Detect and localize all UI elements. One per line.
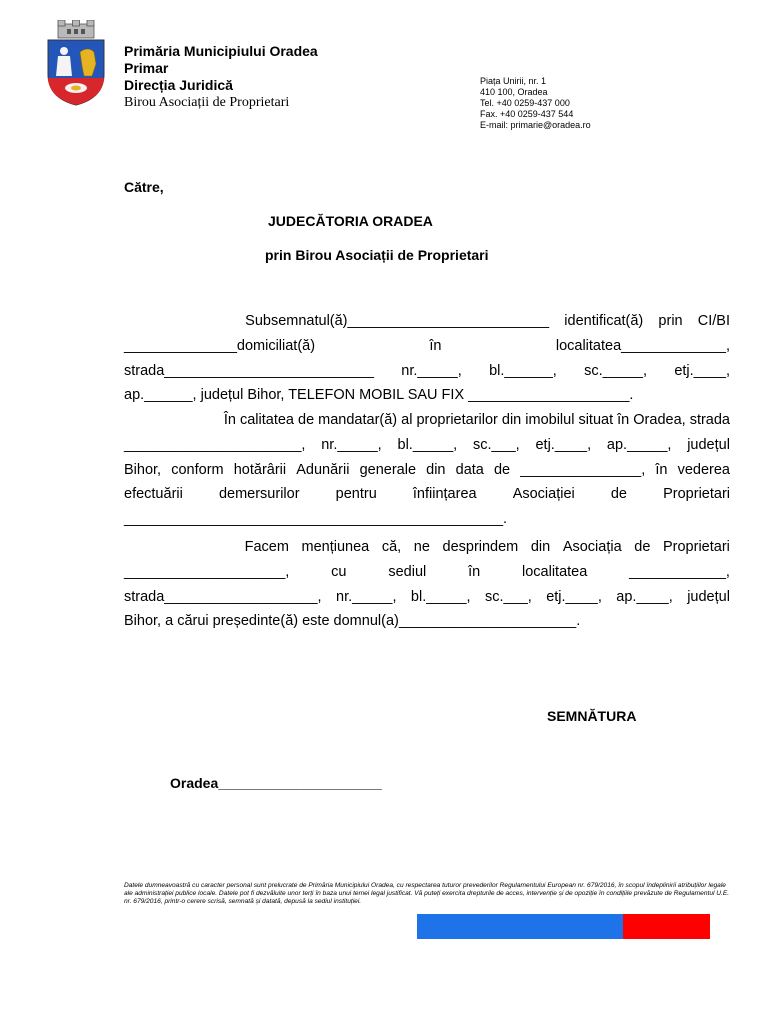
body-text: ____________, (629, 563, 730, 580)
body-text: bl._____, (410, 588, 471, 605)
body-text: ap.______, județul Bihor, TELEFON MOBIL SAU FIX ____________________. (124, 387, 634, 404)
body-line (124, 609, 730, 634)
body-text: _______________, (520, 461, 646, 478)
contact-tel: Tel. +40 0259-437 000 (480, 98, 570, 108)
coat-of-arms-logo (44, 20, 108, 106)
body-text: data (455, 461, 484, 478)
court-via: prin Birou Asociații de Proprietari (265, 247, 489, 263)
body-line (124, 482, 730, 507)
body-text: hotărârii (233, 461, 287, 478)
body-line (124, 433, 730, 458)
body-text: bl._____, (397, 436, 458, 453)
body-text: Subsemnatul(ă)_________________________ (245, 313, 550, 329)
body-text: efectuării (124, 486, 183, 503)
body-text: nr._____, (336, 588, 397, 605)
body-text: în (468, 563, 481, 580)
body-text: nr._____, (321, 436, 382, 453)
body-text: identificat(ă) (564, 313, 644, 329)
paragraph-mandate (124, 408, 730, 532)
body-text: generale (359, 461, 417, 478)
body-text: bl.______, (489, 362, 557, 379)
institution-name: Primăria Municipiului Oradea (124, 43, 318, 59)
body-text: Adunării (296, 461, 350, 478)
body-text: sc._____, (584, 362, 648, 379)
contact-address-2: 410 100, Oradea (480, 87, 548, 97)
body-text: de (493, 461, 511, 478)
contact-fax: Fax. +40 0259-437 544 (480, 109, 574, 119)
body-text: În calitatea de mandatar(ă) al proprietarilor din imobilul situat în Oradea, strada (223, 412, 730, 428)
body-line (124, 535, 730, 560)
body-text: Proprietari (663, 486, 730, 503)
gdpr-notice: Datele dumneavoastră cu caracter personal sunt prelucrate de Primăria Municipiului Oradea, cu respectarea tuturor prevederilor Regulamentului European nr. 679/2016, în scopul îndeplinirii atribuțiilor legale ale administrației publice locale. Datele pot fi dezvăluite unor terți în baza unui temei legal justificat. Vă puteți exercita drepturile de acces, intervenție și de opoziție în condițiile prevăzute de Regulamentul U.E. nr. 679/2016, printr-o cerere scrisă, semnată și datată, depusă la sediul instituției. (124, 882, 730, 906)
body-text: ______________________, (124, 436, 306, 453)
contact-address-1: Piața Unirii, nr. 1 (480, 76, 547, 86)
body-text: din (530, 539, 551, 555)
body-text: Bihor, (124, 461, 162, 478)
body-text: CI/BI (697, 313, 730, 329)
body-text: din (426, 461, 446, 478)
office-name: Birou Asociații de Proprietari (124, 95, 290, 110)
body-line (124, 359, 730, 384)
body-text (124, 408, 169, 433)
footer-bar-blue (417, 914, 623, 939)
body-line (124, 408, 730, 433)
footer-bar-red (623, 914, 710, 939)
body-line (124, 507, 730, 532)
contact-email: E-mail: primarie@oradea.ro (480, 120, 591, 130)
body-line (124, 334, 730, 359)
body-text: în (655, 461, 668, 478)
body-text: județul (687, 588, 730, 605)
body-text: conform (171, 461, 224, 478)
body-text: ap.____, (616, 588, 673, 605)
body-text: localitatea (522, 563, 588, 580)
body-text: în (429, 337, 442, 354)
paragraph-separation (124, 535, 730, 634)
body-line (124, 585, 730, 610)
body-text: județul (687, 436, 730, 453)
body-text: vederea (677, 461, 730, 478)
body-text: înființarea (412, 486, 477, 503)
body-text: strada__________________________ (124, 362, 374, 379)
body-text: etj.____, (674, 362, 730, 379)
body-text: ne (413, 539, 430, 555)
body-text: mențiunea (301, 539, 370, 555)
body-line (124, 560, 730, 585)
body-text: sc.___, (472, 436, 520, 453)
addressee-to: Către, (124, 179, 164, 195)
body-text: pentru (335, 486, 377, 503)
signature-label: SEMNĂTURA (547, 708, 637, 724)
body-text: strada___________________, (124, 588, 322, 605)
court-name: JUDECĂTORIA ORADEA (268, 213, 433, 229)
body-text: demersurilor (218, 486, 300, 503)
body-text (124, 535, 232, 560)
body-text: Facem (244, 539, 289, 555)
body-text: nr._____, (401, 362, 462, 379)
body-text: etj.____, (535, 436, 592, 453)
body-text: de (634, 539, 651, 555)
body-text: localitatea_____________, (555, 337, 730, 354)
body-text: că, (381, 539, 402, 555)
body-text: ______________domiciliat(ă) (124, 337, 316, 354)
role-title: Primar (124, 60, 169, 76)
body-text: cu (331, 563, 347, 580)
body-line (124, 458, 730, 483)
body-text: Asociației (512, 486, 575, 503)
body-text: Bihor, a cărui președinte(ă) este domnul(a)______________________. (124, 613, 581, 630)
place-date-line: Oradea_____________________ (170, 775, 382, 791)
body-text: ap._____, (606, 436, 672, 453)
body-line (124, 309, 730, 334)
body-line (124, 383, 730, 408)
body-text: Asociația (562, 539, 622, 555)
department-name: Direcția Juridică (124, 77, 233, 93)
body-text: sc.___, (485, 588, 532, 605)
body-text: etj.____, (546, 588, 602, 605)
paragraph-identification (124, 309, 730, 408)
body-text: prin (658, 313, 683, 329)
body-text: ____________________, (124, 563, 290, 580)
body-text: de (610, 486, 627, 503)
body-text: Proprietari (662, 539, 730, 555)
body-text: _______________________________________________. (124, 511, 508, 528)
body-text: desprindem (442, 539, 519, 555)
body-text: sediul (388, 563, 427, 580)
body-text (124, 309, 230, 334)
